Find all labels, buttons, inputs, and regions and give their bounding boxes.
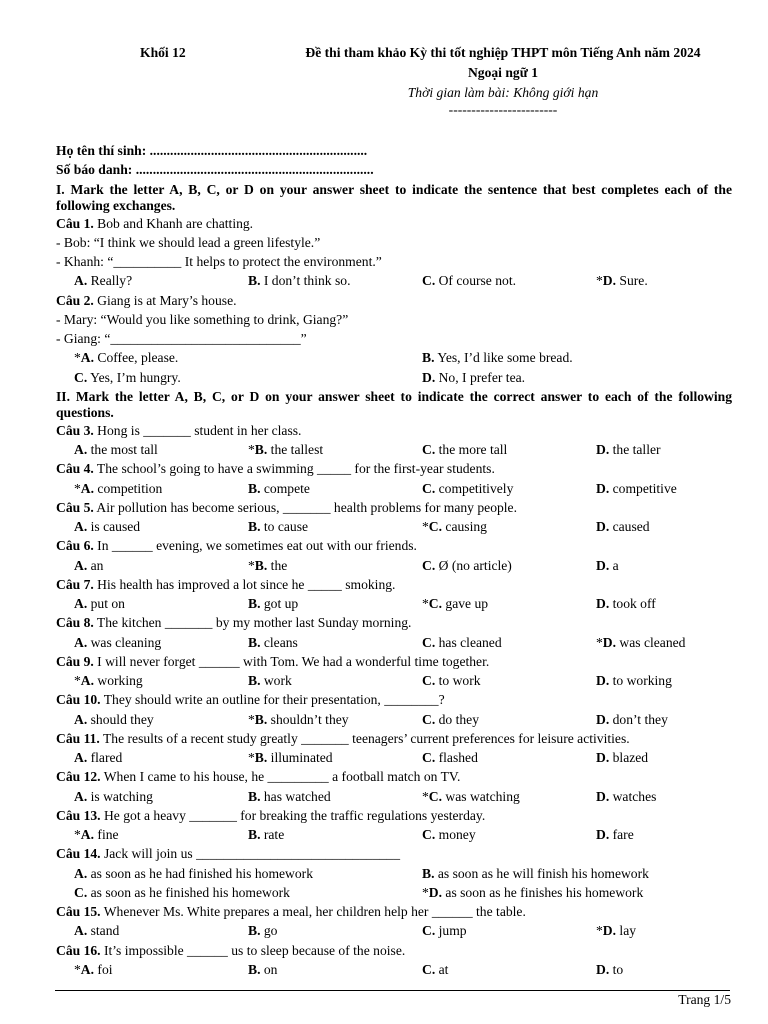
option-d: *D. as soon as he finishes his homework — [422, 884, 644, 900]
question-list — [56, 902, 732, 979]
option-b: *B. illuminated — [248, 750, 333, 765]
options-row — [56, 864, 732, 883]
question-text: They should write an outline for their presentation, ________? — [100, 692, 445, 708]
option-c: C. the more tall — [422, 442, 508, 457]
question-number: Câu 14. — [56, 846, 101, 862]
student-id-field: Số báo danh: ...................................................................... — [56, 162, 374, 178]
question-text: Hong is _______ student in her class. — [93, 422, 302, 438]
question-item — [56, 498, 732, 517]
footer-divider — [55, 990, 730, 991]
option-c: *C. gave up — [422, 596, 489, 611]
question-item — [56, 421, 732, 440]
question-text: Bob and Khanh are chatting. — [93, 215, 254, 231]
dialogue-line: - Bob: “I think we should lead a green lifestyle.” — [56, 234, 321, 250]
header-divider: ------------------------ — [448, 102, 558, 117]
option-d: *D. Sure. — [596, 273, 648, 289]
option-c: C. jump — [422, 923, 467, 939]
option-a: *A. fine — [74, 827, 119, 842]
question-item — [56, 613, 732, 632]
question-text: His health has improved a lot since he _____ smoking. — [93, 576, 396, 592]
option-a: A. is watching — [74, 788, 153, 804]
question-number: Câu 11. — [56, 730, 100, 746]
question-number: Câu 5. — [56, 499, 94, 515]
options-row — [56, 671, 732, 690]
question-item — [56, 536, 732, 555]
question-text: In ______ evening, we sometimes eat out with our friends. — [93, 538, 417, 554]
option-a: A. Really? — [74, 273, 133, 289]
question-list — [56, 421, 732, 845]
option-c: C. competitively — [422, 480, 514, 496]
question-item — [56, 941, 732, 960]
question-text: I will never forget ______ with Tom. We had a wonderful time together. — [93, 653, 490, 669]
option-b: B. work — [248, 673, 292, 688]
section-2-instruction: II. Mark the letter A, B, C, or D on your answer sheet to indicate the correct answer to each of the following questions. — [56, 388, 732, 420]
question-item — [56, 575, 732, 594]
question-item — [56, 459, 732, 478]
exam-header — [292, 45, 714, 118]
option-c: *C. causing — [422, 519, 487, 534]
option-b: B. go — [248, 923, 278, 939]
option-c: C. to work — [422, 673, 481, 688]
question-text: When I came to his house, he _________ a football match on TV. — [100, 769, 461, 785]
question-item — [56, 729, 732, 748]
exam-time: Thời gian làm bài: Không giới hạn — [407, 85, 599, 100]
option-b: B. rate — [248, 827, 285, 842]
options-row — [56, 348, 732, 367]
option-a: A. as soon as he had finished his homework — [74, 865, 313, 881]
option-a: A. is caused — [74, 519, 141, 534]
option-d: D. took off — [596, 596, 656, 611]
question-number: Câu 9. — [56, 653, 94, 669]
option-b: B. I don’t think so. — [248, 273, 351, 289]
question-item — [56, 652, 732, 671]
question-14 — [56, 844, 732, 863]
question-item — [56, 902, 732, 921]
option-a: *A. foi — [74, 961, 113, 977]
option-a: A. put on — [74, 596, 125, 611]
option-b: B. cleans — [248, 634, 298, 650]
question-number: Câu 12. — [56, 769, 101, 785]
option-a: *A. Coffee, please. — [74, 350, 179, 366]
question-number: Câu 15. — [56, 904, 101, 919]
question-text: Air pollution has become serious, _______ health problems for many people. — [93, 499, 517, 515]
option-a: *A. competition — [74, 480, 163, 496]
option-d: *D. lay — [596, 923, 637, 939]
question-number: Câu 8. — [56, 615, 94, 631]
dialogue-line: - Khanh: “__________ It helps to protect the environment.” — [56, 254, 382, 269]
question-number: Câu 3. — [56, 422, 94, 438]
options-row — [56, 883, 732, 902]
option-c: C. Of course not. — [422, 273, 517, 289]
grade-label: Khối 12 — [140, 45, 186, 60]
option-d: D. the taller — [596, 442, 661, 457]
question-text: Jack will join us ______________________________ — [100, 846, 401, 862]
option-b: B. as soon as he will finish his homework — [422, 865, 649, 881]
option-b: *B. the — [248, 557, 288, 573]
option-d: D. fare — [596, 827, 634, 842]
options-row — [56, 710, 732, 729]
option-a: A. flared — [74, 750, 123, 765]
page-number: Trang 1/5 — [678, 992, 731, 1007]
option-d: D. caused — [596, 519, 650, 534]
question-number: Câu 13. — [56, 807, 101, 823]
student-name-field: Họ tên thí sinh: ................................................................ — [56, 143, 368, 158]
options-row — [56, 368, 732, 387]
option-a: A. an — [74, 557, 104, 573]
option-c: C. flashed — [422, 750, 478, 765]
option-b: B. on — [248, 961, 278, 977]
dialogue-line: - Mary: “Would you like something to drink, Giang?” — [56, 311, 349, 327]
question-number: Câu 10. — [56, 692, 101, 708]
exam-title: Đề thi tham khảo Kỳ thi tốt nghiệp THPT môn Tiếng Anh năm 2024 — [305, 45, 701, 60]
options-row — [56, 921, 732, 940]
option-d: D. a — [596, 557, 619, 573]
options-row — [56, 825, 732, 844]
question-text: The school’s going to have a swimming _____ for the first-year students. — [93, 461, 495, 477]
option-b: B. compete — [248, 480, 310, 496]
options-row — [56, 748, 732, 767]
option-d: D. blazed — [596, 750, 649, 765]
question-item — [56, 690, 732, 709]
option-a: A. the most tall — [74, 442, 158, 457]
option-c: C. do they — [422, 711, 480, 727]
question-text: The results of a recent study greatly _______ teenagers’ current preferences for leisure activities. — [99, 730, 630, 746]
option-a: *A. working — [74, 673, 143, 688]
options-row — [56, 517, 732, 536]
question-number: Câu 16. — [56, 942, 101, 958]
option-c: C. money — [422, 827, 476, 842]
option-a: A. stand — [74, 923, 120, 939]
option-d: *D. was cleaned — [596, 634, 686, 650]
options-row — [56, 960, 732, 979]
option-d: D. don’t they — [596, 711, 668, 727]
option-a: A. should they — [74, 711, 154, 727]
options-row — [56, 440, 732, 459]
option-b: B. has watched — [248, 788, 331, 804]
option-d: D. to working — [596, 673, 672, 688]
question-number: Câu 1. — [56, 215, 94, 231]
question-number: Câu 2. — [56, 292, 94, 308]
option-c: C. as soon as he finished his homework — [74, 884, 290, 900]
question-2 — [56, 291, 732, 310]
section-1-instruction: I. Mark the letter A, B, C, or D on your answer sheet to indicate the sentence that best completes each of the following exchanges. — [56, 181, 732, 213]
question-text: The kitchen _______ by my mother last Sunday morning. — [93, 615, 412, 631]
options-row — [56, 633, 732, 652]
question-text: He got a heavy _______ for breaking the traffic regulations yesterday. — [100, 807, 486, 823]
question-number: Câu 7. — [56, 576, 94, 592]
options-row — [56, 556, 732, 575]
option-c: *C. was watching — [422, 788, 520, 804]
option-c: C. at — [422, 961, 449, 977]
question-item — [56, 767, 732, 786]
option-b: B. to cause — [248, 519, 309, 534]
option-d: D. watches — [596, 788, 657, 804]
question-text: It’s impossible ______ us to sleep because of the noise. — [100, 942, 406, 958]
option-b: B. Yes, I’d like some bread. — [422, 350, 573, 366]
option-c: C. Ø (no article) — [422, 557, 512, 573]
question-number: Câu 6. — [56, 538, 94, 554]
dialogue-line: - Giang: “____________________________” — [56, 331, 307, 346]
option-d: D. to — [596, 961, 624, 977]
question-text: Whenever Ms. White prepares a meal, her children help her ______ the table. — [100, 904, 526, 919]
options-row — [56, 271, 732, 290]
option-d: D. competitive — [596, 480, 677, 496]
options-row — [56, 594, 732, 613]
option-b: B. got up — [248, 596, 299, 611]
option-b: *B. the tallest — [248, 442, 324, 457]
options-row — [56, 787, 732, 806]
option-c: C. has cleaned — [422, 634, 502, 650]
exam-subject: Ngoại ngữ 1 — [467, 65, 539, 80]
question-text: Giang is at Mary’s house. — [93, 292, 237, 308]
option-a: A. was cleaning — [74, 634, 162, 650]
options-row — [56, 479, 732, 498]
option-d: D. No, I prefer tea. — [422, 369, 526, 385]
option-b: *B. shouldn’t they — [248, 711, 349, 727]
question-item — [56, 806, 732, 825]
option-c: C. Yes, I’m hungry. — [74, 369, 181, 385]
question-number: Câu 4. — [56, 461, 94, 477]
question-1 — [56, 214, 732, 233]
exam-content — [56, 141, 732, 979]
